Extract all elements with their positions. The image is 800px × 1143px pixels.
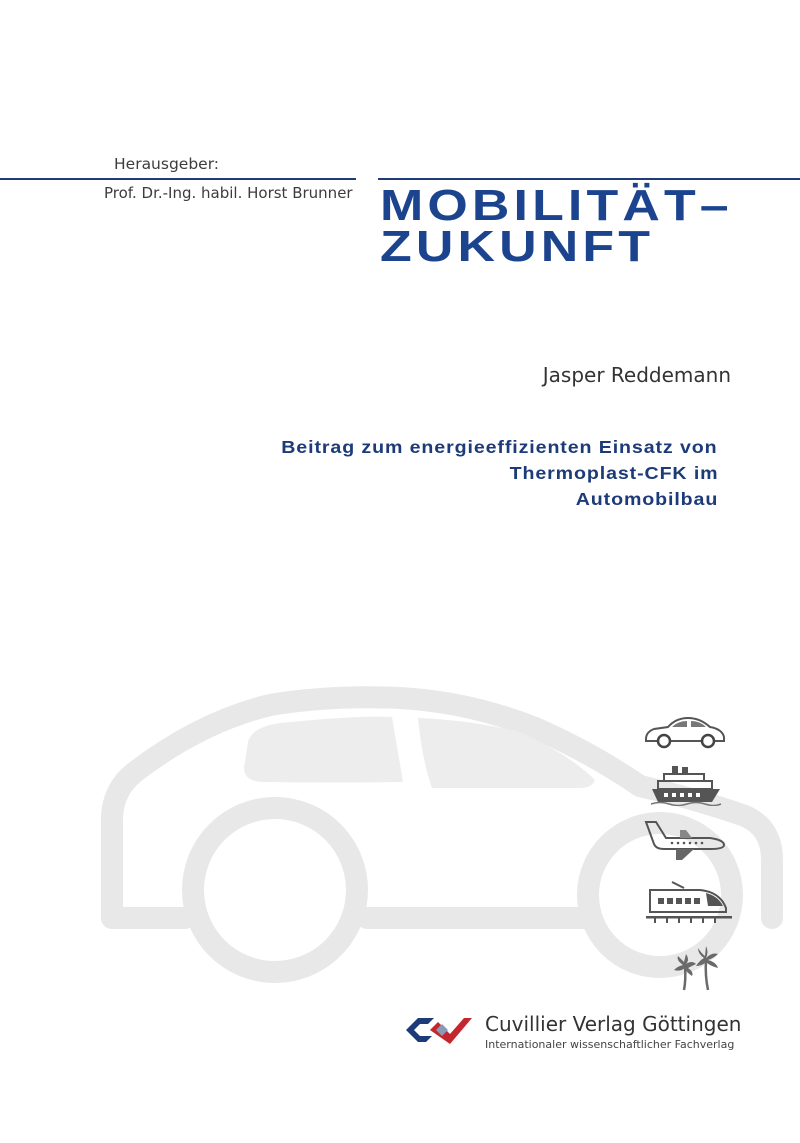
series-title-line-2: ZUKUNFT [380,222,655,271]
publisher-logo-icon [402,1012,474,1048]
publisher-name: Cuvillier Verlag Göttingen [485,1012,742,1036]
airplane-icon [642,818,726,862]
train-icon [646,878,732,924]
editor-name: Prof. Dr.-Ing. habil. Horst Brunner [104,184,353,202]
book-title-line-1: Beitrag zum energieeffizienten Einsatz von [281,437,718,457]
car-icon [644,715,726,749]
editor-label: Herausgeber: [114,155,220,173]
palm-tree-icon [672,942,722,992]
book-title-line-2: Thermoplast-CFK im [509,463,718,483]
author-name: Jasper Reddemann [542,363,731,387]
ship-icon [650,764,722,806]
book-title-line-3: Automobilbau [575,489,718,509]
series-title-line-1: MOBILITÄT– [380,181,733,230]
publisher-tagline: Internationaler wissenschaftlicher Fachverlag [485,1038,735,1051]
